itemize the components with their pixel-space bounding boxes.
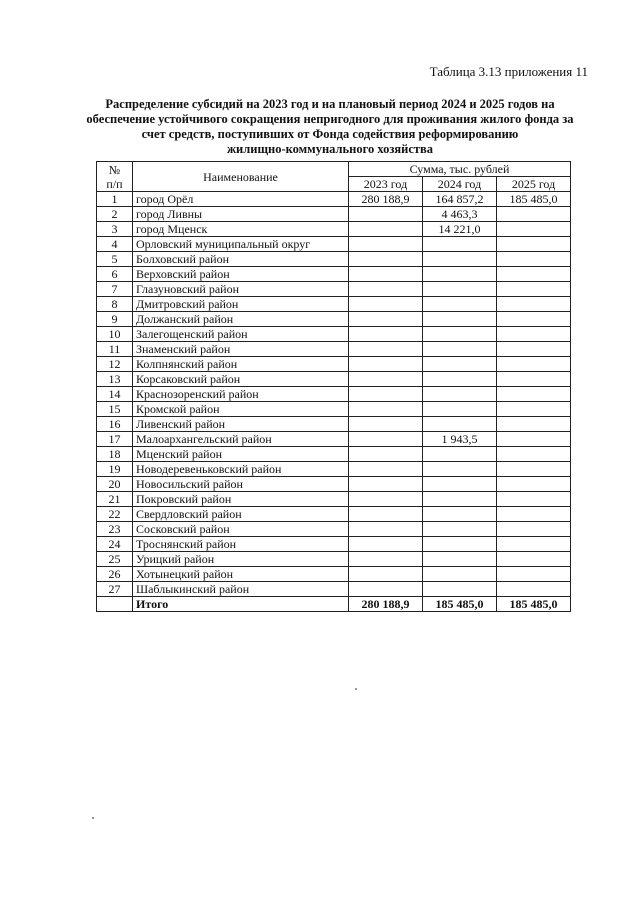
cell-2023 [349,297,423,312]
scan-speck [92,817,94,819]
title-line: счет средств, поступивших от Фонда содействия реформированию [141,127,519,141]
cell-name: Дмитровский район [133,297,349,312]
cell-2024 [423,252,497,267]
cell-2025 [497,327,571,342]
cell-number: 1 [97,192,133,207]
total-2025: 185 485,0 [497,597,571,612]
cell-name: Верховский район [133,267,349,282]
cell-number: 7 [97,282,133,297]
cell-2024 [423,417,497,432]
cell-2025: 185 485,0 [497,192,571,207]
cell-name: Шаблыкинский район [133,582,349,597]
cell-number: 10 [97,327,133,342]
document-title [70,97,590,157]
table-row [97,312,571,327]
table-row [97,282,571,297]
header-name: Наименование [133,162,349,192]
cell-name: город Орёл [133,192,349,207]
cell-2025 [497,567,571,582]
table-row [97,237,571,252]
subsidy-table [96,161,571,612]
cell-name: Покровский район [133,492,349,507]
cell-name: Залегощенский район [133,327,349,342]
title-line: Распределение субсидий на 2023 год и на плановый период 2024 и 2025 годов на [105,97,555,111]
table-row [97,252,571,267]
cell-2024: 164 857,2 [423,192,497,207]
cell-number: 25 [97,552,133,567]
cell-number: 2 [97,207,133,222]
cell-2024: 1 943,5 [423,432,497,447]
cell-2024 [423,552,497,567]
cell-2023 [349,582,423,597]
total-row [97,597,571,612]
cell-2023: 280 188,9 [349,192,423,207]
cell-name: Мценский район [133,447,349,462]
cell-2024 [423,237,497,252]
header-number [97,162,133,192]
table-row [97,567,571,582]
cell-2024 [423,357,497,372]
cell-2025 [497,267,571,282]
cell-2024 [423,462,497,477]
table-row [97,582,571,597]
cell-2023 [349,552,423,567]
cell-name: Троснянский район [133,537,349,552]
cell-2024 [423,522,497,537]
cell-2023 [349,312,423,327]
cell-2024 [423,537,497,552]
cell-2023 [349,267,423,282]
cell-number: 13 [97,372,133,387]
cell-2025 [497,582,571,597]
cell-number [97,597,133,612]
table-row [97,327,571,342]
cell-name: Малоархангельский район [133,432,349,447]
cell-2023 [349,387,423,402]
table-row [97,387,571,402]
cell-2023 [349,417,423,432]
cell-name: Урицкий район [133,552,349,567]
cell-2023 [349,402,423,417]
table-row [97,447,571,462]
table-row [97,402,571,417]
cell-2025 [497,552,571,567]
cell-name: Корсаковский район [133,372,349,387]
cell-2024 [423,567,497,582]
cell-2023 [349,462,423,477]
cell-number: 27 [97,582,133,597]
header-number-line1: № [108,162,121,177]
cell-number: 21 [97,492,133,507]
cell-2023 [349,432,423,447]
table-row [97,552,571,567]
cell-number: 12 [97,357,133,372]
cell-number: 4 [97,237,133,252]
cell-2023 [349,537,423,552]
table-row [97,417,571,432]
cell-name: Кромской район [133,402,349,417]
total-label: Итого [133,597,349,612]
cell-2025 [497,342,571,357]
header-year-2023: 2023 год [349,177,423,192]
table-row [97,492,571,507]
table-row [97,297,571,312]
cell-2023 [349,492,423,507]
cell-2025 [497,477,571,492]
cell-2025 [497,492,571,507]
total-2024: 185 485,0 [423,597,497,612]
cell-2023 [349,372,423,387]
header-year-2024: 2024 год [423,177,497,192]
cell-name: Краснозоренский район [133,387,349,402]
cell-2023 [349,237,423,252]
scan-speck [355,688,357,690]
cell-number: 18 [97,447,133,462]
cell-2023 [349,477,423,492]
title-line: жилищно-коммунального хозяйства [226,142,434,156]
cell-2025 [497,387,571,402]
cell-2024 [423,402,497,417]
cell-2024 [423,282,497,297]
cell-name: Свердловский район [133,507,349,522]
cell-name: Колпнянский район [133,357,349,372]
header-year-2025: 2025 год [497,177,571,192]
cell-name: Болховский район [133,252,349,267]
cell-2025 [497,417,571,432]
cell-2025 [497,297,571,312]
cell-number: 19 [97,462,133,477]
table-row [97,432,571,447]
cell-number: 22 [97,507,133,522]
cell-number: 24 [97,537,133,552]
table-row [97,372,571,387]
cell-number: 3 [97,222,133,237]
cell-2024: 4 463,3 [423,207,497,222]
cell-number: 20 [97,477,133,492]
cell-2024 [423,372,497,387]
cell-2024 [423,312,497,327]
cell-name: город Мценск [133,222,349,237]
cell-2023 [349,507,423,522]
table-row [97,507,571,522]
table-row [97,342,571,357]
cell-2025 [497,402,571,417]
cell-2025 [497,447,571,462]
cell-2023 [349,342,423,357]
cell-2023 [349,222,423,237]
cell-2025 [497,207,571,222]
total-2023: 280 188,9 [349,597,423,612]
cell-2023 [349,447,423,462]
cell-number: 8 [97,297,133,312]
table-row [97,522,571,537]
cell-2024 [423,342,497,357]
cell-name: Новосильский район [133,477,349,492]
cell-name: Должанский район [133,312,349,327]
cell-2024 [423,387,497,402]
cell-number: 14 [97,387,133,402]
cell-2025 [497,222,571,237]
cell-2024 [423,507,497,522]
cell-number: 23 [97,522,133,537]
table-row [97,537,571,552]
cell-2025 [497,252,571,267]
title-line: обеспечение устойчивого сокращения непригодного для проживания жилого фонда за [86,112,574,126]
cell-name: Орловский муниципальный округ [133,237,349,252]
cell-number: 9 [97,312,133,327]
table-row [97,207,571,222]
cell-2025 [497,372,571,387]
table-row [97,462,571,477]
header-sum: Сумма, тыс. рублей [349,162,571,177]
cell-2023 [349,522,423,537]
cell-2025 [497,462,571,477]
cell-2024 [423,492,497,507]
cell-2023 [349,327,423,342]
cell-name: Знаменский район [133,342,349,357]
cell-2023 [349,252,423,267]
cell-number: 26 [97,567,133,582]
cell-name: Сосковский район [133,522,349,537]
cell-2025 [497,357,571,372]
cell-name: Хотынецкий район [133,567,349,582]
table-row [97,357,571,372]
table-row [97,222,571,237]
cell-2024 [423,327,497,342]
cell-2025 [497,312,571,327]
cell-2024: 14 221,0 [423,222,497,237]
table-row [97,477,571,492]
cell-number: 11 [97,342,133,357]
table-body [97,192,571,612]
cell-number: 5 [97,252,133,267]
header-number-line2: п/п [106,176,123,191]
cell-name: Новодеревеньковский район [133,462,349,477]
cell-2025 [497,507,571,522]
cell-2023 [349,207,423,222]
cell-number: 15 [97,402,133,417]
cell-name: Ливенский район [133,417,349,432]
cell-number: 17 [97,432,133,447]
cell-name: Глазуновский район [133,282,349,297]
cell-2025 [497,522,571,537]
cell-2025 [497,537,571,552]
cell-2023 [349,357,423,372]
table-row [97,267,571,282]
cell-2024 [423,447,497,462]
cell-2025 [497,432,571,447]
cell-2023 [349,282,423,297]
cell-2025 [497,282,571,297]
cell-2024 [423,582,497,597]
cell-2025 [497,237,571,252]
cell-2023 [349,567,423,582]
cell-2024 [423,297,497,312]
cell-2024 [423,267,497,282]
table-row [97,192,571,207]
cell-2024 [423,477,497,492]
cell-number: 16 [97,417,133,432]
table-reference: Таблица 3.13 приложения 11 [429,64,588,79]
cell-name: город Ливны [133,207,349,222]
cell-number: 6 [97,267,133,282]
